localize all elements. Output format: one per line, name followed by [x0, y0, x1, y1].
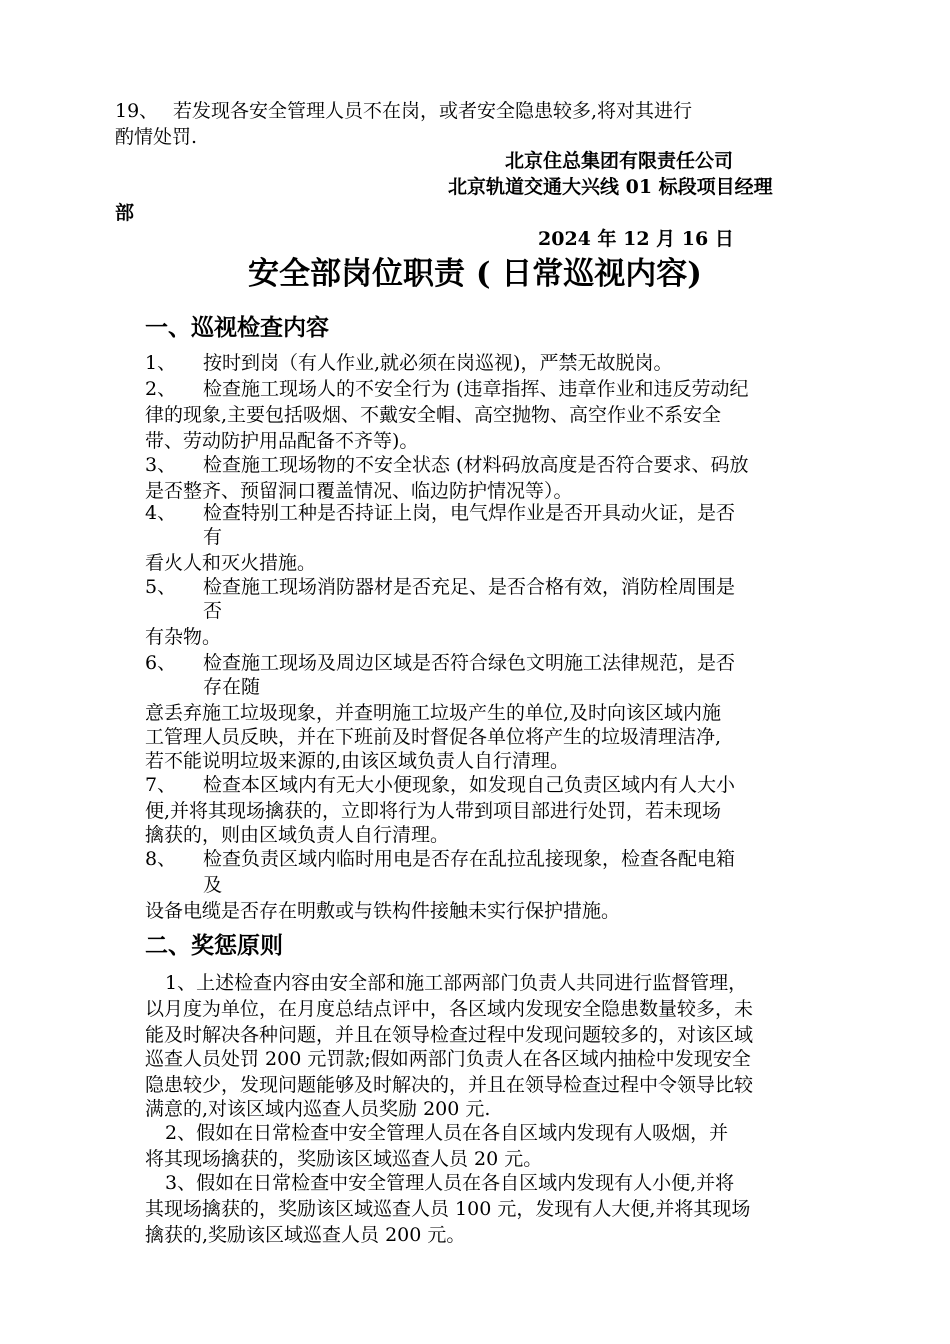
paragraph-line: 擒获的,奖励该区域巡查人员 200 元。: [145, 1224, 466, 1246]
list-item-cont: 擒获的，则由区域负责人自行清理。: [145, 824, 450, 846]
list-item-cont: 及: [203, 874, 223, 896]
signature-date: 2024 年 12 月 16 日: [538, 228, 734, 250]
paragraph-line: 2、假如在日常检查中安全管理人员在各自区域内发现有人吸烟，并: [165, 1122, 729, 1144]
list-item-cont: 存在随: [203, 676, 261, 698]
paragraph-line: 3、假如在日常检查中安全管理人员在各自区域内发现有人小便,并将: [165, 1172, 735, 1194]
paragraph-line: 隐患较少，发现问题能够及时解决的，并且在领导检查过程中令领导比较: [145, 1074, 754, 1096]
paragraph-line: 其现场擒获的，奖励该区域巡查人员 100 元，发现有人大便,并将其现场: [145, 1198, 751, 1220]
list-item-cont: 便,并将其现场擒获的，立即将行为人带到项目部进行处罚，若未现场: [145, 800, 722, 822]
list-item-cont: 若不能说明垃圾来源的,由该区域负责人自行清理。: [145, 750, 570, 772]
list-item: 1、 按时到岗（有人作业,就必须在岗巡视)，严禁无故脱岗。: [145, 352, 673, 374]
paragraph-line: 将其现场擒获的，奖励该区域巡查人员 20 元。: [145, 1148, 543, 1170]
list-item: 7、 检查本区域内有无大小便现象，如发现自己负责区域内有人大小: [145, 774, 736, 796]
signature-department-cont: 部: [115, 202, 135, 224]
page-title: 安全部岗位职责 ( 日常巡视内容): [248, 256, 702, 292]
item-19-line-1: [115, 98, 692, 124]
list-item-cont: 是否整齐、预留洞口覆盖情况、临边防护情况等）。: [145, 480, 573, 502]
signature-company: 北京住总集团有限责任公司: [505, 150, 734, 172]
item-19-text: 若发现各安全管理人员不在岗，或者安全隐患较多,将对其进行: [173, 100, 693, 122]
list-item: 8、 检查负责区域内临时用电是否存在乱拉乱接现象，检查各配电箱: [145, 848, 736, 870]
list-item-cont: 看火人和灭火措施。: [145, 552, 317, 574]
list-item-cont: 否: [203, 600, 223, 622]
list-item-cont: 有杂物。: [145, 626, 222, 648]
item-19-line-2: 酌情处罚.: [115, 126, 198, 148]
paragraph-line: 巡查人员处罚 200 元罚款;假如两部门负责人在各区域内抽检中发现安全: [145, 1048, 751, 1070]
paragraph-line: 1、上述检查内容由安全部和施工部两部门负责人共同进行监督管理，: [165, 972, 748, 994]
list-item: 6、 检查施工现场及周边区域是否符合绿色文明施工法律规范，是否: [145, 652, 736, 674]
list-item: 4、 检查特别工种是否持证上岗，电气焊作业是否开具动火证，是否: [145, 502, 736, 524]
paragraph-line: 能及时解决各种问题，并且在领导检查过程中发现问题较多的，对该区域: [145, 1024, 754, 1046]
list-item-cont: 意丢弃施工垃圾现象，并查明施工垃圾产生的单位,及时向该区域内施: [145, 702, 722, 724]
section-1-heading: 一、巡视检查内容: [145, 314, 329, 341]
paragraph-line: 满意的,对该区域内巡查人员奖励 200 元.: [145, 1098, 491, 1120]
list-item: 5、 检查施工现场消防器材是否充足、是否合格有效，消防栓周围是: [145, 576, 736, 598]
list-item: 2、 检查施工现场人的不安全行为 (违章指挥、违章作业和违反劳动纪: [145, 378, 749, 400]
list-item-cont: 律的现象,主要包括吸烟、不戴安全帽、高空抛物、高空作业不系安全: [145, 404, 722, 426]
list-item: 3、 检查施工现场物的不安全状态 (材料码放高度是否符合要求、码放: [145, 454, 749, 476]
list-item-cont: 有: [203, 526, 223, 548]
list-item-cont: 带、劳动防护用品配备不齐等)。: [145, 430, 419, 452]
list-item-cont: 工管理人员反映，并在下班前及时督促各单位将产生的垃圾清理洁净,: [145, 726, 722, 748]
section-2-heading: 二、奖惩原则: [145, 932, 283, 959]
list-item-cont: 设备电缆是否存在明敷或与铁构件接触未实行保护措施。: [145, 900, 621, 922]
paragraph-line: 以月度为单位，在月度总结点评中，各区域内发现安全隐患数量较多，未: [145, 998, 754, 1020]
signature-department: 北京轨道交通大兴线 01 标段项目经理: [448, 176, 773, 198]
item-19-number: 19、: [115, 100, 159, 122]
